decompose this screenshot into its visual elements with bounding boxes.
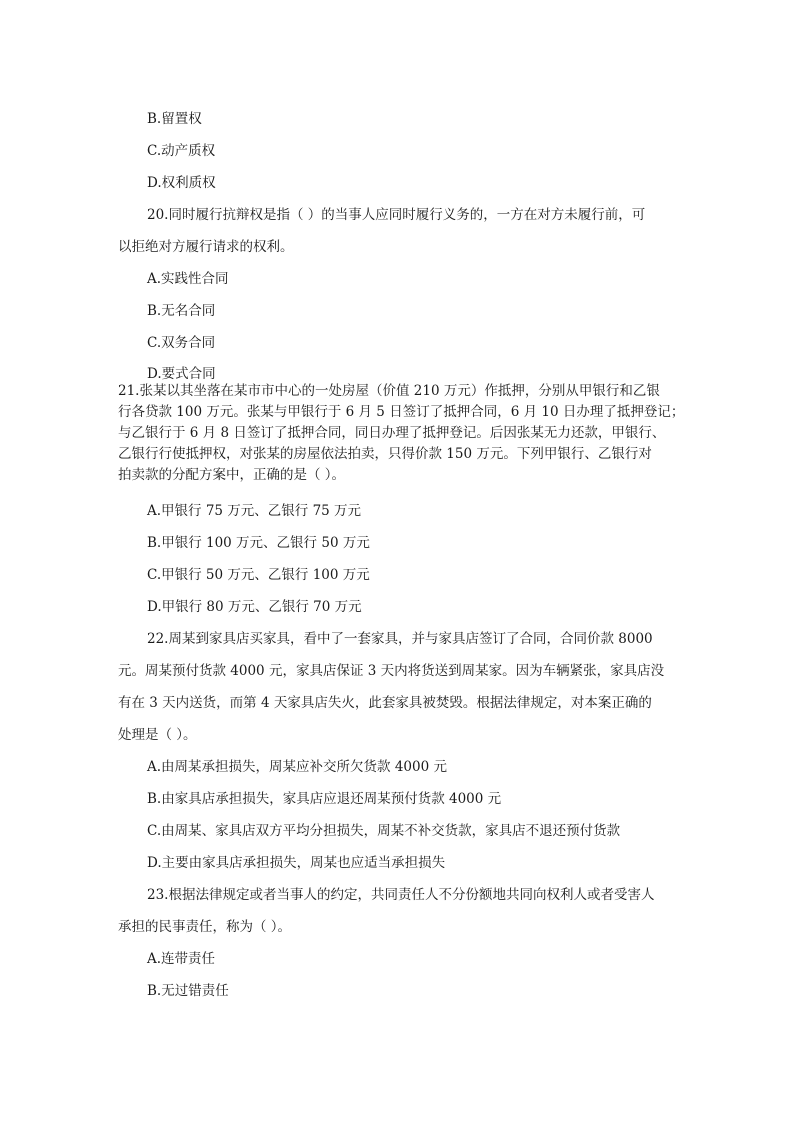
q23-stem-line-1: 23.根据法律规定或者当事人的约定，共同责任人不分份额地共同向权利人或者受害人	[147, 887, 655, 903]
q21-stem-line-5: 拍卖款的分配方案中，正确的是（ ）。	[118, 467, 346, 483]
q23-option-a: A.连带责任	[147, 951, 216, 967]
q21-stem-line-3: 与乙银行于 6 月 8 日签订了抵押合同，同日办理了抵押登记。后因张某无力还款，甲银行、	[118, 425, 666, 441]
q20-option-c: C.双务合同	[147, 335, 216, 351]
q21-option-d: D.甲银行 80 万元、乙银行 70 万元	[147, 599, 362, 615]
q21-stem-line-2: 行各贷款 100 万元。张某与甲银行于 6 月 5 日签订了抵押合同，6 月 10 日办理了抵押登记；	[118, 404, 685, 420]
q21-option-c: C.甲银行 50 万元、乙银行 100 万元	[147, 567, 370, 583]
q22-stem-line-3: 有在 3 天内送货，而第 4 天家具店失火，此套家具被焚毁。根据法律规定，对本案正确的	[118, 695, 652, 711]
q22-stem-line-1: 22.周某到家具店买家具，看中了一套家具，并与家具店签订了合同，合同价款 8000	[147, 631, 653, 647]
q19-option-b: B.留置权	[147, 111, 202, 127]
q22-option-a: A.由周某承担损失，周某应补交所欠货款 4000 元	[147, 759, 447, 775]
q21-stem-line-1: 21.张某以其坐落在某市市中心的一处房屋（价值 210 万元）作抵押，分别从甲银行和乙银	[118, 383, 660, 399]
q21-stem-line-4: 乙银行行使抵押权，对张某的房屋依法拍卖，只得价款 150 万元。下列甲银行、乙银行对	[118, 446, 652, 462]
q22-option-c: C.由周某、家具店双方平均分担损失，周某不补交货款，家具店不退还预付货款	[147, 823, 621, 839]
q20-option-a: A.实践性合同	[147, 271, 229, 287]
q21-option-b: B.甲银行 100 万元、乙银行 50 万元	[147, 535, 370, 551]
q22-option-b: B.由家具店承担损失，家具店应退还周某预付货款 4000 元	[147, 791, 502, 807]
q20-stem-line-1: 20.同时履行抗辩权是指（ ）的当事人应同时履行义务的，一方在对方未履行前，可	[147, 207, 646, 223]
q19-option-d: D.权利质权	[147, 175, 216, 191]
q19-option-c: C.动产质权	[147, 143, 216, 159]
q22-stem-line-4: 处理是（ ）。	[118, 727, 197, 743]
q21-option-a: A.甲银行 75 万元、乙银行 75 万元	[147, 503, 362, 519]
q20-option-b: B.无名合同	[147, 303, 216, 319]
q20-stem-line-2: 以拒绝对方履行请求的权利。	[118, 239, 294, 255]
q20-option-d: D.要式合同	[147, 366, 216, 382]
q23-option-b: B.无过错责任	[147, 983, 229, 999]
q22-stem-line-2: 元。周某预付货款 4000 元，家具店保证 3 天内将货送到周某家。因为车辆紧张，家具店没	[118, 663, 665, 679]
q23-stem-line-2: 承担的民事责任，称为（ ）。	[118, 919, 292, 935]
q22-option-d: D.主要由家具店承担损失，周某也应适当承担损失	[147, 855, 446, 871]
